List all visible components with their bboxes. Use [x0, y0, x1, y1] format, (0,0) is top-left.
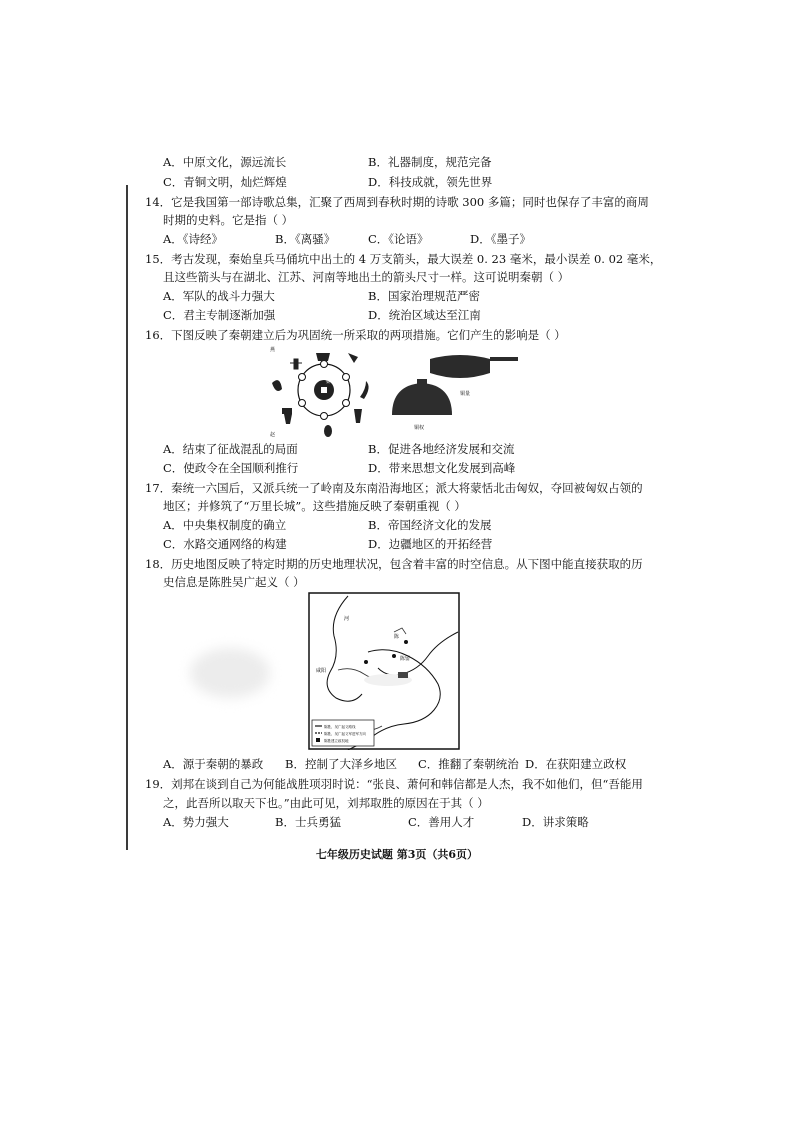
q16-label-vessel2: 铜权: [414, 425, 425, 431]
page-edge-line: [126, 185, 128, 850]
q17-option-b[interactable]: B．帝国经济文化的发展: [368, 518, 492, 532]
q15-stem-line1: 15．考古发现，秦始皇兵马俑坑中出土的 4 万支箭头，最大误差 0. 23 毫米，最小误差 0. 02 毫米，: [145, 252, 662, 266]
q16-option-a[interactable]: A．结束了征战混乱的局面: [163, 442, 298, 456]
q13-option-c[interactable]: C．青铜文明，灿烂辉煌: [163, 175, 287, 189]
map-label-xianyang: 咸阳: [316, 668, 327, 674]
q18-option-b[interactable]: B．控制了大泽乡地区: [285, 757, 397, 771]
q16-label-center: 秦: [325, 379, 331, 385]
q17-stem-line1: 17．秦统一六国后，又派兵统一了岭南及东南沿海地区；派大将蒙恬北击匈奴，夺回被匈奴占领的: [145, 481, 643, 495]
q13-option-b[interactable]: B．礼器制度，规范完备: [368, 155, 492, 169]
q13-option-a[interactable]: A．中原文化，源远流长: [163, 155, 287, 169]
q16-option-d[interactable]: D．带来思想文化发展到高峰: [368, 461, 516, 475]
map-legend: [312, 720, 374, 746]
q14-stem-line2: 时期的史料。它是指（ ）: [163, 213, 294, 227]
q15-option-d[interactable]: D．统治区域达至江南: [368, 308, 481, 322]
q16-label-top-left: 燕: [270, 347, 276, 353]
q14-stem-line1: 14．它是我国第一部诗歌总集，汇聚了西周到春秋时期的诗歌 300 多篇；同时也保存了丰富的商周: [145, 195, 649, 209]
q14-option-c[interactable]: C．《论语》: [368, 232, 429, 246]
legend-item-1: 陈胜、吴广起义路线: [324, 725, 356, 729]
q17-option-c[interactable]: C．水路交通网络的构建: [163, 537, 287, 551]
q18-option-a[interactable]: A．源于秦朝的暴政: [163, 757, 264, 771]
q18-option-c[interactable]: C．推翻了秦朝统治: [418, 757, 519, 771]
q15-option-b[interactable]: B．国家治理规范严密: [368, 289, 480, 303]
q15-option-a[interactable]: A．军队的战斗力强大: [163, 289, 275, 303]
measure-unification-vessels: [392, 355, 518, 431]
q14-option-d[interactable]: D．《墨子》: [470, 232, 531, 246]
q18-stem-line1: 18．历史地图反映了特定时期的历史地理状况，包含着丰富的时空信息。从下图中能直接获取的历: [145, 557, 643, 571]
map-label-city2: 陈留: [400, 656, 411, 662]
q18-stem-line2: 史信息是陈胜吴广起义（ ）: [163, 575, 305, 589]
legend-item-3: 陈胜建立政权地: [324, 739, 349, 743]
q16-stem-line1: 16．下图反映了秦朝建立后为巩固统一所采取的两项措施。它们产生的影响是（ ）: [145, 328, 566, 342]
q16-figure: [262, 343, 542, 438]
q18-map: [308, 592, 460, 750]
q15-stem-line2: 且这些箭头与在湖北、江苏、河南等地出土的箭头尺寸一样。这可说明秦朝（ ）: [163, 270, 570, 284]
page-footer: 七年级历史试题 第3页（共6页）: [315, 848, 479, 861]
q19-option-c[interactable]: C．善用人才: [408, 815, 475, 829]
q14-option-b[interactable]: B．《离骚》: [275, 232, 336, 246]
q19-stem-line2: 之，此吾所以取天下也。”由此可见，刘邦取胜的原因在于其（ ）: [163, 796, 489, 810]
legend-item-2: 陈胜、吴广起义军进军方向: [324, 732, 366, 736]
q19-option-a[interactable]: A．势力强大: [163, 815, 229, 829]
q19-option-b[interactable]: B．士兵勇猛: [275, 815, 341, 829]
q16-option-b[interactable]: B．促进各地经济发展和交流: [368, 442, 515, 456]
map-label-river: 河: [344, 616, 350, 622]
q17-option-d[interactable]: D．边疆地区的开拓经营: [368, 537, 493, 551]
q16-option-c[interactable]: C．使政令在全国顺利推行: [163, 461, 299, 475]
q15-option-c[interactable]: C．君主专制逐渐加强: [163, 308, 276, 322]
q14-option-a[interactable]: A．《诗经》: [163, 232, 224, 246]
map-label-city1: 陈: [394, 634, 400, 640]
q19-stem-line1: 19．刘邦在谈到自己为何能战胜项羽时说：“张良、萧何和韩信都是人杰，我不如他们，但“吾能用: [145, 777, 643, 791]
q16-label-vessel1: 铜量: [460, 391, 471, 397]
currency-unification-diagram: [270, 346, 369, 438]
scan-smudge: [190, 648, 270, 698]
q19-option-d[interactable]: D．讲求策略: [522, 815, 589, 829]
q18-option-d[interactable]: D．在获阳建立政权: [525, 757, 627, 771]
q17-option-a[interactable]: A．中央集权制度的确立: [163, 518, 287, 532]
q16-label-bottom-left: 赵: [270, 432, 276, 438]
q13-option-d[interactable]: D．科技成就，领先世界: [368, 175, 493, 189]
q17-stem-line2: 地区；并修筑了“万里长城”。这些措施反映了秦朝重视（ ）: [163, 499, 466, 513]
